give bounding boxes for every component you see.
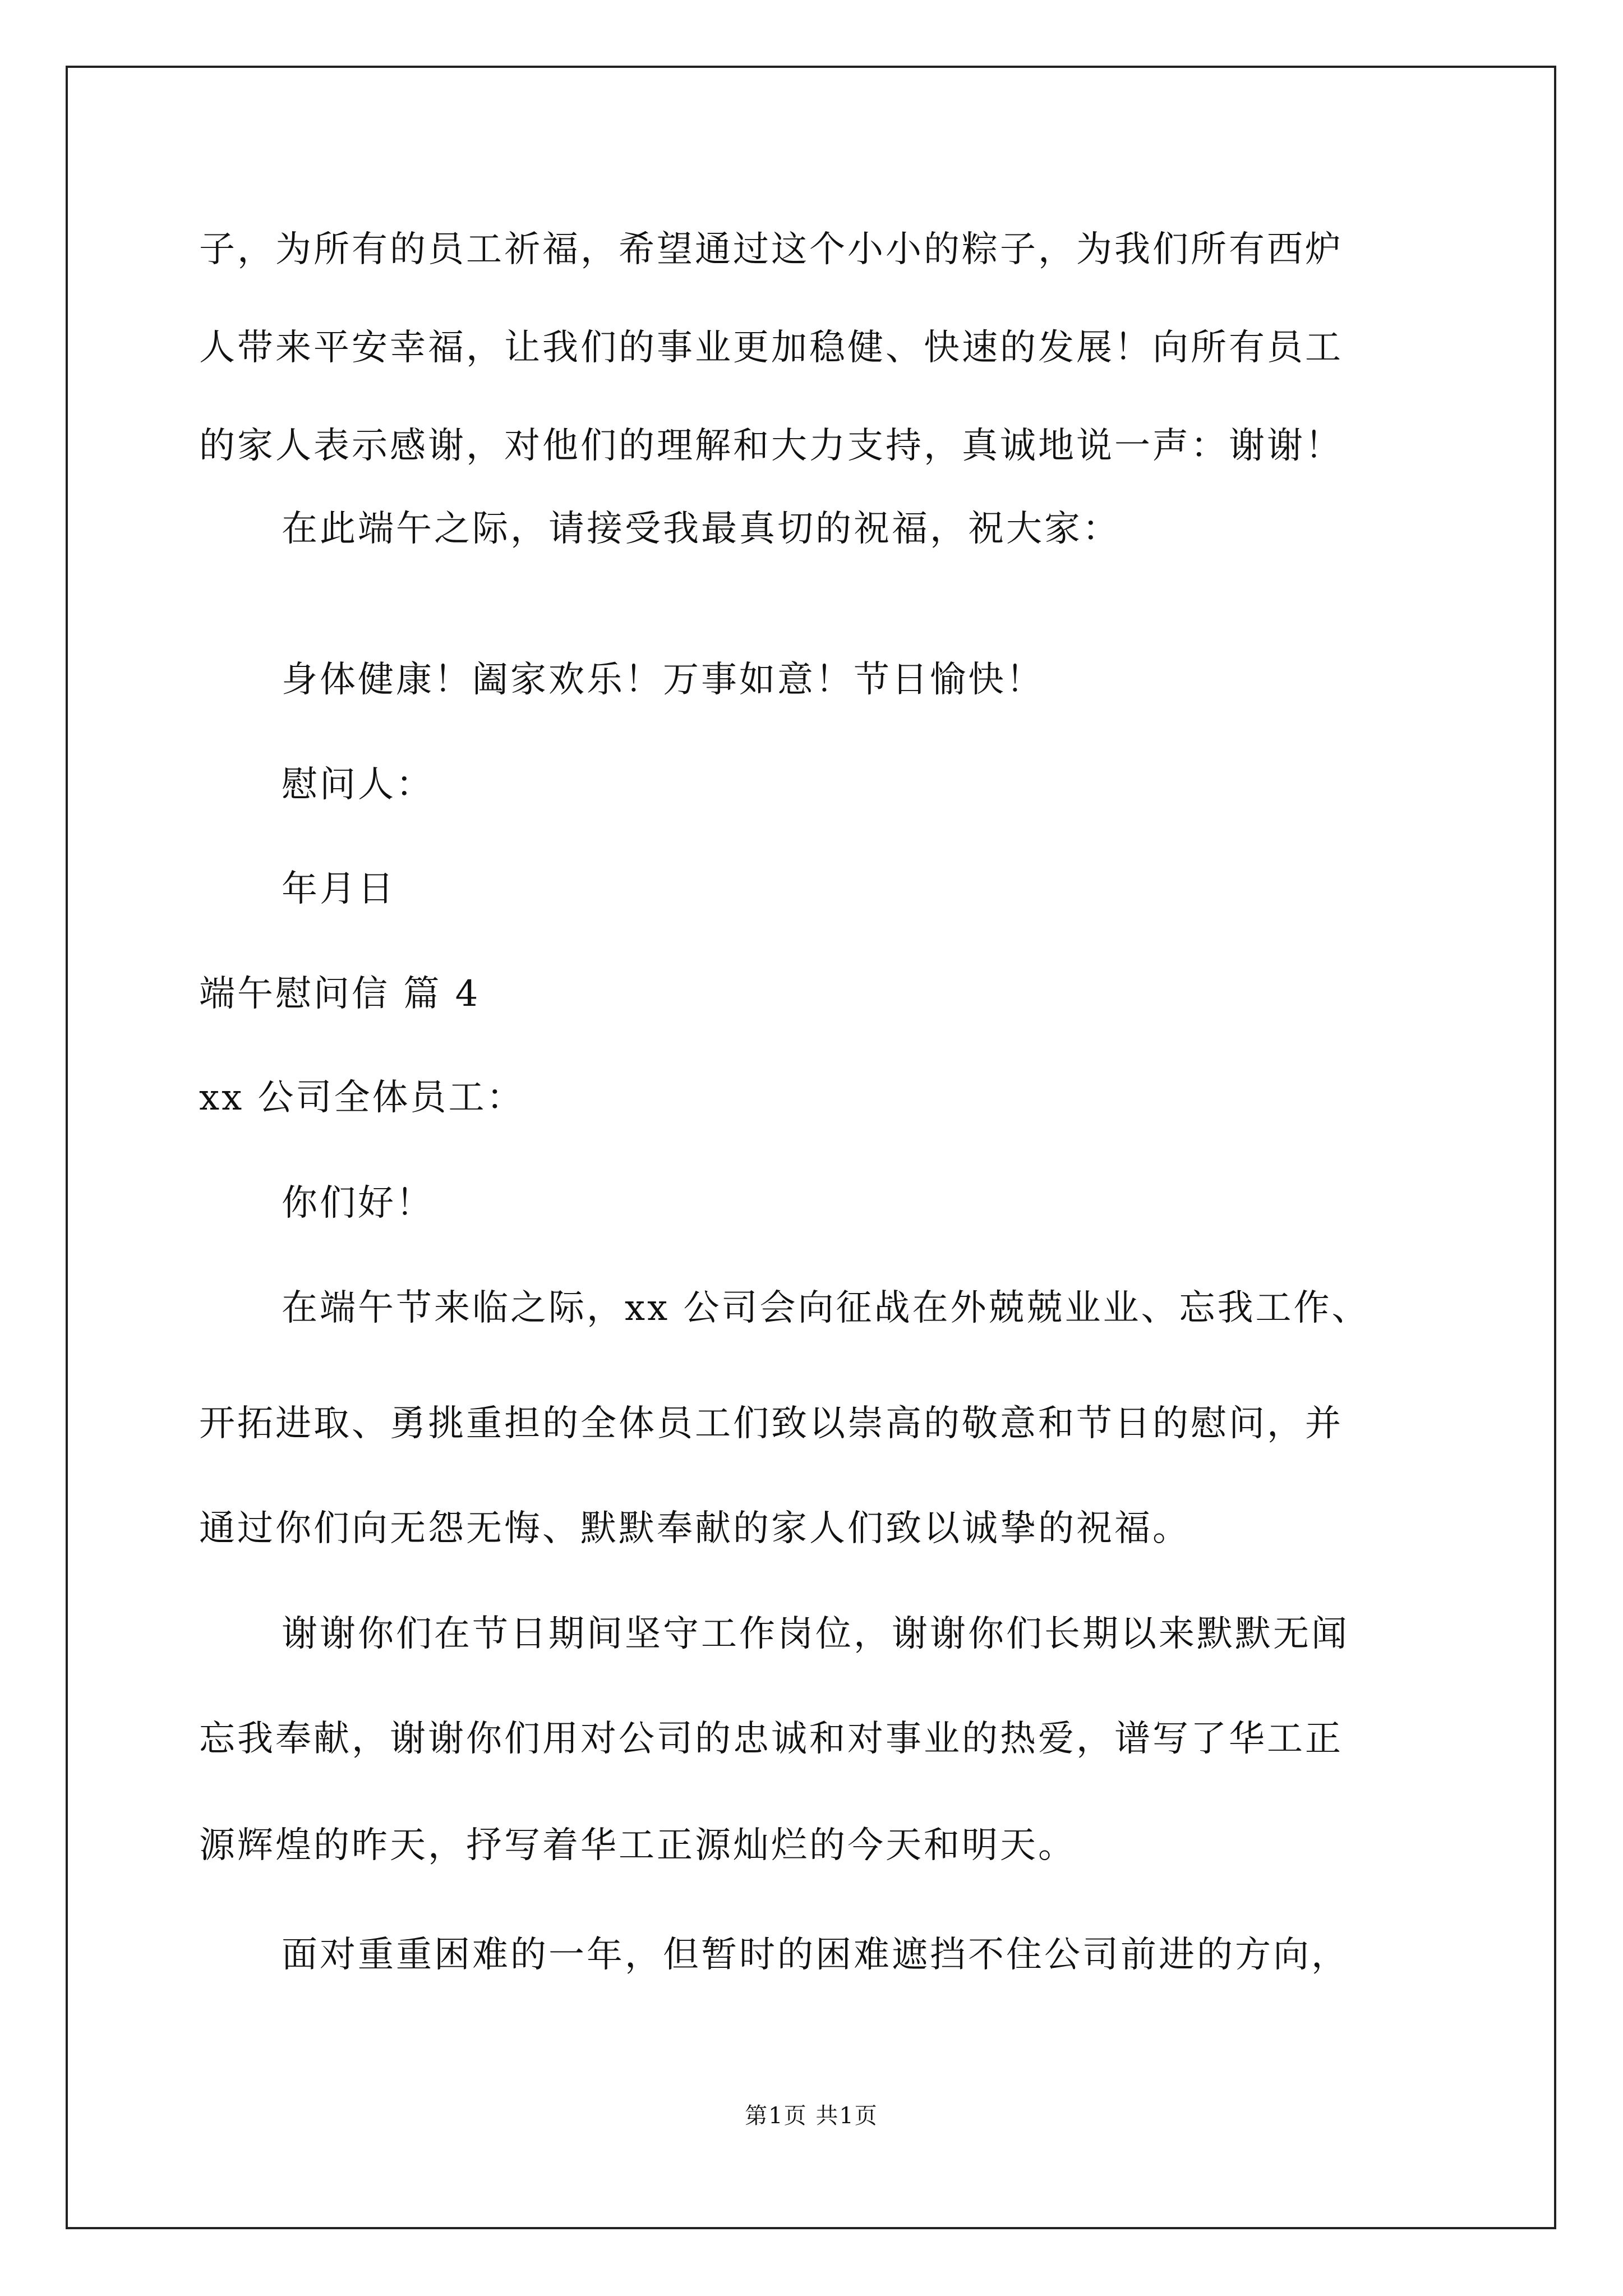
body-line-11: 在端午节来临之际，xx 公司会向征战在外兢兢业业、忘我工作、 <box>282 1287 1370 1329</box>
greeting: 你们好！ <box>282 1182 434 1224</box>
body-line-4: 在此端午之际，请接受我最真切的祝福，祝大家： <box>282 508 1121 550</box>
page-footer: 第1页 共1页 <box>745 2103 878 2129</box>
greeting-wishes: 身体健康！阖家欢乐！万事如意！节日愉快！ <box>282 659 1044 701</box>
body-line-1: 子，为所有的员工祈福，希望通过这个小小的粽子，为我们所有西炉 <box>199 229 1343 270</box>
body-line-14: 谢谢你们在节日期间坚守工作岗位，谢谢你们长期以来默默无闻 <box>282 1613 1349 1655</box>
body-line-2: 人带来平安幸福，让我们的事业更加稳健、快速的发展！向所有员工 <box>199 327 1343 369</box>
body-line-12: 开拓进取、勇挑重担的全体员工们致以崇高的敬意和节日的慰问，并 <box>199 1403 1343 1444</box>
body-line-15: 忘我奉献，谢谢你们用对公司的忠诚和对事业的热爱，谱写了华工正 <box>199 1718 1343 1760</box>
signature-label: 慰问人： <box>282 764 434 806</box>
body-line-17: 面对重重困难的一年，但暂时的困难遮挡不住公司前进的方向， <box>282 1934 1349 1976</box>
body-line-3: 的家人表示感谢，对他们的理解和大力支持，真诚地说一声：谢谢！ <box>199 425 1343 467</box>
date-label: 年月日 <box>282 868 396 910</box>
body-line-16: 源辉煌的昨天，抒写着华工正源灿烂的今天和明天。 <box>199 1825 1076 1866</box>
page-border <box>66 66 1556 2229</box>
salutation: xx 公司全体员工： <box>199 1077 525 1119</box>
section-heading: 端午慰问信 篇 4 <box>199 973 481 1015</box>
body-line-13: 通过你们向无怨无悔、默默奉献的家人们致以诚挚的祝福。 <box>199 1508 1191 1549</box>
